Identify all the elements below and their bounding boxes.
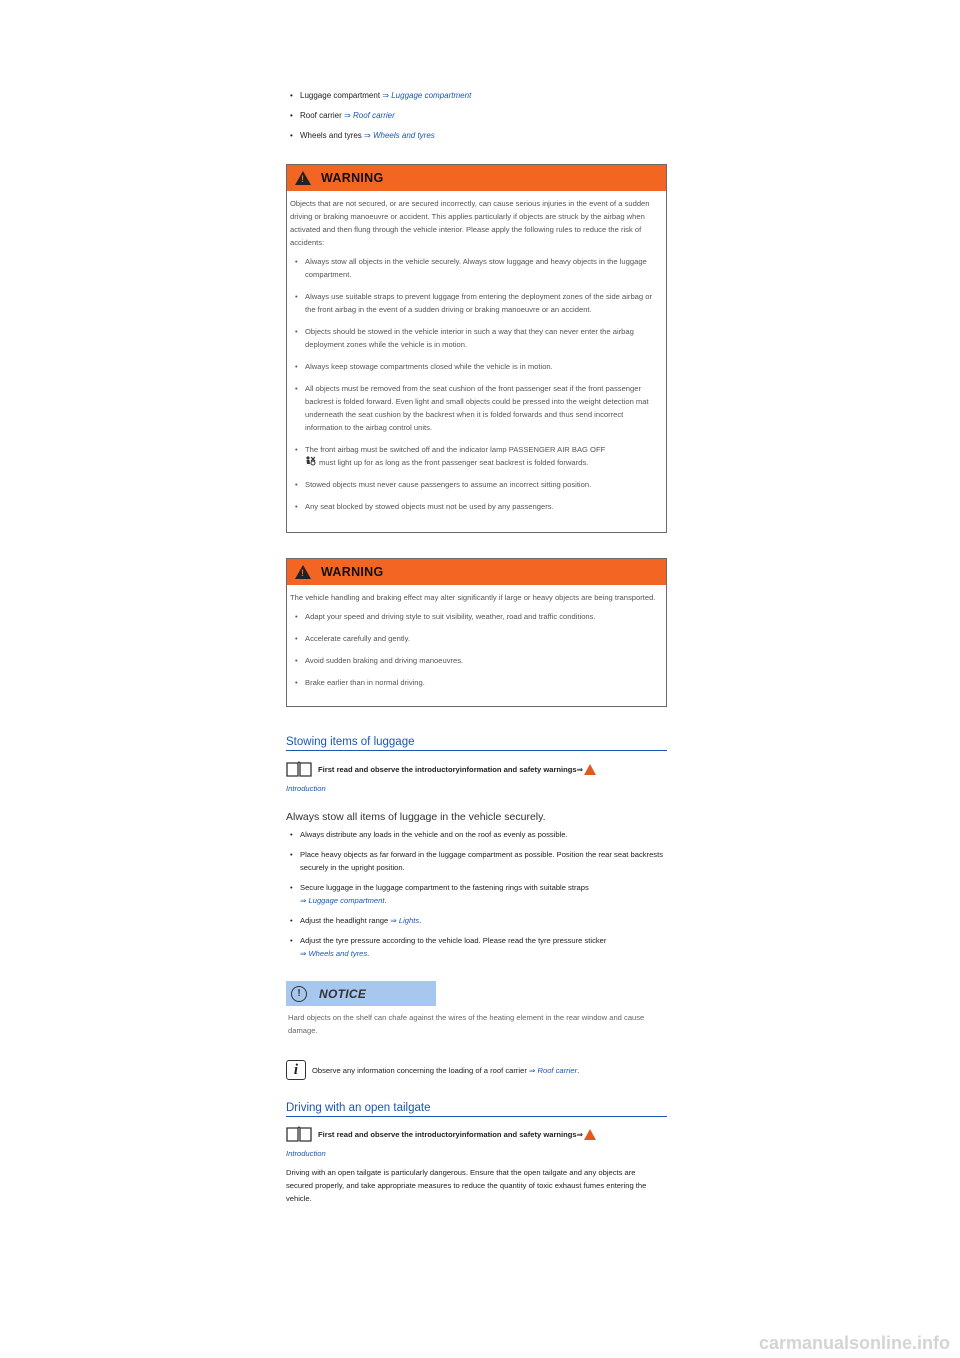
link-wheels-and-tyres[interactable]: Wheels and tyres [372, 131, 435, 140]
passenger-airbag-off-icon [305, 456, 316, 466]
link-lights[interactable]: Lights [398, 916, 420, 925]
exclamation-circle-icon: ! [291, 986, 307, 1002]
list-item: • Roof carrier ⇒ Roof carrier [286, 110, 667, 121]
list-item: • Brake earlier than in normal driving. [290, 676, 661, 689]
notice-text: Hard objects on the shelf can chafe against the wires of the heating element in the rear window and cause damage. [288, 1013, 645, 1035]
list-item: • Always keep stowage compartments closed while the vehicle is in motion. [290, 360, 661, 373]
list-item: • The front airbag must be switched off and the indicator lamp PASSENGER AIR BAG OFF must light up for as long as the front passenger seat backrest is folded forwards. [290, 443, 661, 469]
warning-box-loose-objects [286, 164, 667, 533]
related-links-list [286, 90, 667, 150]
list-item: • Place heavy objects as far forward in the luggage compartment as possible. Position the rear seat backrests securely in the upright position. [286, 848, 667, 874]
link-luggage-compartment[interactable]: Luggage compartment [391, 91, 472, 100]
list-item: • Avoid sudden braking and driving manoeuvres. [290, 654, 661, 667]
warning-icon [295, 565, 311, 579]
warning-list [290, 610, 661, 689]
warning-intro: The vehicle handling and braking effect may alter significantly if large or heavy objects are being transported. [290, 593, 656, 602]
list-item: • Stowed objects must never cause passengers to assume an incorrect sitting position. [290, 478, 661, 491]
warning-box-handling [286, 558, 667, 707]
notice-header [286, 981, 436, 1006]
info-icon: i [286, 1060, 306, 1080]
link-roof-carrier[interactable]: Roof carrier [537, 1065, 578, 1075]
list-item: • Adjust the tyre pressure according to the vehicle load. Please read the tyre pressure sticker ⇒ Wheels and tyres. [286, 934, 667, 960]
tailgate-paragraph: Driving with an open tailgate is particularly dangerous. Ensure that the open tailgate and any objects are secured properly, and take appropriate measures to reduce the quantity of toxic exhaust fumes entering the vehicle. [286, 1168, 647, 1203]
warning-list [290, 255, 661, 513]
warning-icon [584, 1129, 596, 1140]
list-item: • Luggage compartment ⇒ Luggage compartment [286, 90, 667, 101]
list-item: • Objects should be stowed in the vehicle interior in such a way that they can never enter the airbag deployment zones while the vehicle is in motion. [290, 325, 661, 351]
link-introduction[interactable]: Introduction [286, 1149, 326, 1158]
book-icon [286, 1126, 312, 1142]
warning-icon [584, 764, 596, 775]
section-subheading: Always stow all items of luggage in the vehicle securely. [286, 811, 546, 823]
list-item: • Wheels and tyres ⇒ Wheels and tyres [286, 130, 667, 141]
luggage-instructions-list [286, 828, 667, 967]
warning-body [287, 585, 666, 702]
list-item: • Always stow all objects in the vehicle securely. Always stow luggage and heavy objects in the luggage compartment. [290, 255, 661, 281]
list-item: • Accelerate carefully and gently. [290, 632, 661, 645]
list-item: • Always use suitable straps to prevent luggage from entering the deployment zones of the side airbag or the front airbag in the event of a sudden driving or braking manoeuvre or an accident. [290, 290, 661, 316]
read-first-note: First read and observe the introductoryinformation and safety warnings⇒ Introduction [286, 1124, 667, 1158]
list-item: • Adapt your speed and driving style to suit visibility, weather, road and traffic conditions. [290, 610, 661, 623]
link-introduction[interactable]: Introduction [286, 784, 326, 793]
watermark: carmanualsonline.info [758, 1333, 950, 1353]
warning-header [287, 559, 666, 585]
notice-title: NOTICE [319, 986, 367, 1001]
link-wheels-and-tyres[interactable]: Wheels and tyres [308, 949, 368, 958]
list-item: • Secure luggage in the luggage compartment to the fastening rings with suitable straps ⇒ Luggage compartment. [286, 881, 667, 907]
list-item: • Always distribute any loads in the vehicle and on the roof as evenly as possible. [286, 828, 667, 841]
link-roof-carrier[interactable]: Roof carrier [352, 111, 395, 120]
warning-title: WARNING [321, 565, 384, 579]
book-icon [286, 761, 312, 777]
link-luggage-compartment[interactable]: Luggage compartment [308, 896, 385, 905]
warning-body [287, 191, 666, 526]
warning-intro: Objects that are not secured, or are secured incorrectly, can cause serious injuries in the event of a sudden driving or braking manoeuvre or accident. This applies particularly if objects are struck by the airbag when activated and then flung through the vehicle interior. Please apply the following rules to reduce the risk of accidents: [290, 199, 650, 247]
read-first-note: First read and observe the introductoryinformation and safety warnings⇒ Introduction [286, 759, 667, 793]
list-item: • Adjust the headlight range ⇒ Lights. [286, 914, 667, 927]
warning-icon [295, 171, 311, 185]
info-note: i Observe any information concerning the loading of a roof carrier ⇒ Roof carrier . [286, 1060, 579, 1080]
section-title-stowing-luggage: Stowing items of luggage [286, 736, 667, 751]
warning-header [287, 165, 666, 191]
warning-title: WARNING [321, 171, 384, 185]
list-item: • Any seat blocked by stowed objects must not be used by any passengers. [290, 500, 661, 513]
list-item: • All objects must be removed from the seat cushion of the front passenger seat if the front passenger backrest is folded forward. Even light and small objects could be pressed into the weight detection mat underneath the seat cushion by the backrest when it is folded forwards and thus send incorrect information to the airbag control units. [290, 382, 661, 434]
section-title-open-tailgate: Driving with an open tailgate [286, 1102, 667, 1117]
